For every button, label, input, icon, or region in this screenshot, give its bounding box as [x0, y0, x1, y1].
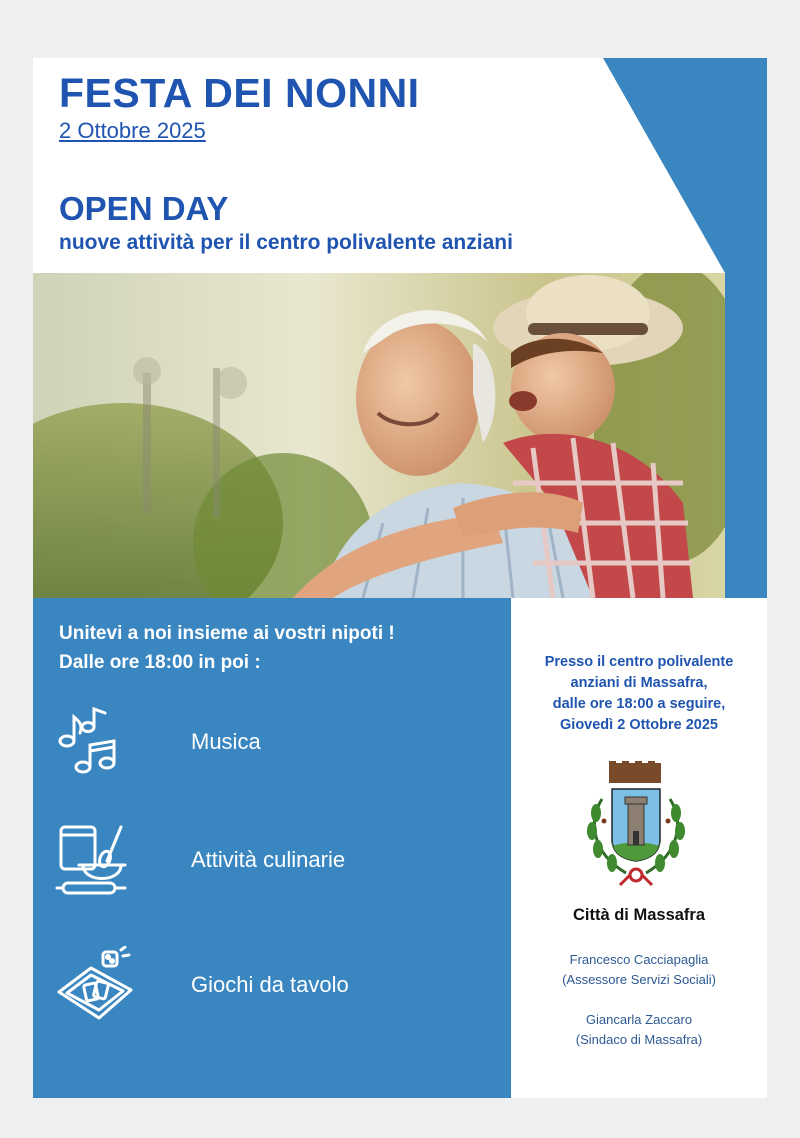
- activity-item-board-games: [55, 946, 495, 1026]
- activity-label-cooking: Attività culinarie: [191, 847, 346, 872]
- open-day-heading: OPEN DAY: [59, 190, 229, 227]
- activity-item-cooking: [55, 821, 495, 901]
- poster: [33, 58, 767, 1098]
- person-1-role: (Assessore Servizi Sociali): [562, 972, 716, 987]
- invitation-line-2: Dalle ore 18:00 in poi :: [59, 652, 261, 673]
- person-1: [511, 950, 767, 990]
- info-panel: [511, 598, 767, 1098]
- activity-item-music: [55, 703, 495, 783]
- venue-line-4: Giovedì 2 Ottobre 2025: [560, 717, 718, 733]
- cooking-icon: [55, 821, 135, 901]
- grandparent-grandchild-photo: [33, 273, 725, 598]
- music-notes-icon: [55, 703, 135, 783]
- venue-line-2: anziani di Massafra,: [570, 675, 708, 691]
- person-2-name: Giancarla Zaccaro: [585, 1012, 693, 1027]
- event-date: 2 Ottobre 2025: [59, 118, 206, 143]
- activity-label-board-games: Giochi da tavolo: [191, 972, 349, 997]
- activity-label-music: Musica: [191, 729, 261, 754]
- event-title: FESTA DEI NONNI: [59, 70, 420, 116]
- invitation-line-1: Unitevi a noi insieme ai vostri nipoti !: [59, 623, 395, 644]
- person-2-role: (Sindaco di Massafra): [575, 1032, 703, 1047]
- city-name: Città di Massafra: [572, 906, 706, 924]
- event-subtitle: nuove attività per il centro polivalente anziani: [59, 231, 513, 254]
- venue-line-1: Presso il centro polivalente: [544, 654, 734, 670]
- venue-info: [511, 652, 767, 736]
- venue-line-3: dalle ore 18:00 a seguire,: [552, 696, 726, 712]
- activities-panel: [33, 598, 511, 1098]
- board-game-icon: [55, 946, 135, 1026]
- city-crest-logo: [576, 761, 706, 891]
- person-2: [511, 1010, 767, 1050]
- person-1-name: Francesco Cacciapaglia: [569, 952, 709, 967]
- invitation-text: [59, 619, 395, 677]
